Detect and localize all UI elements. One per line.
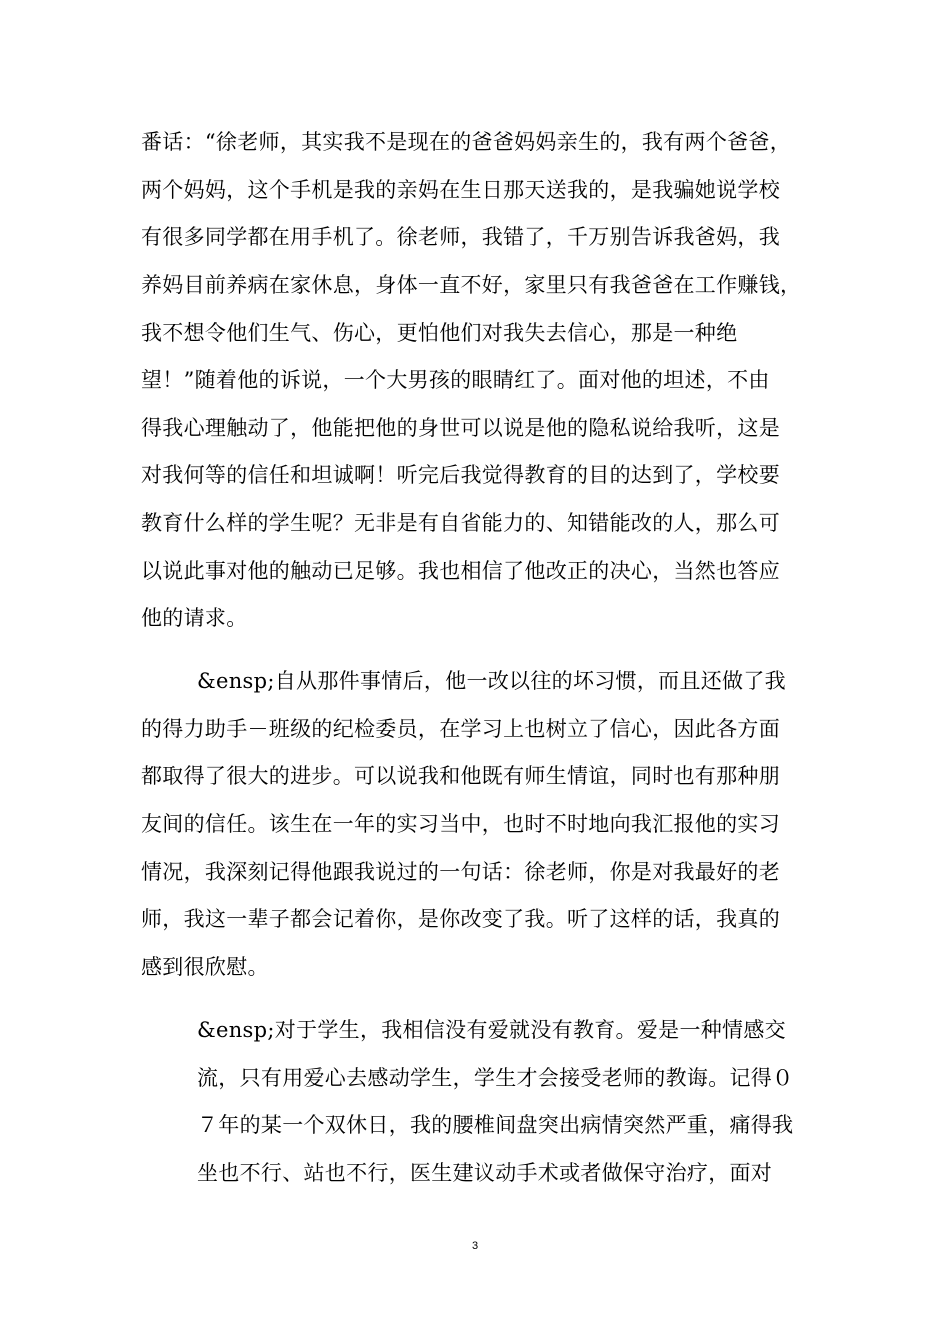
text-line: &ensp;对于学生，我相信没有爱就没有教育。爱是一种情感交 (197, 1018, 786, 1042)
text-line: 番话：“徐老师，其实我不是现在的爸爸妈妈亲生的，我有两个爸爸， (141, 130, 792, 154)
text-line: 感到很欣慰。 (141, 955, 269, 979)
text-line: 的得力助手－班级的纪检委员，在学习上也树立了信心，因此各方面 (141, 717, 780, 741)
text-line: 坐也不行、站也不行，医生建议动手术或者做保守治疗，面对 (197, 1161, 773, 1185)
text-line: 情况，我深刻记得他跟我说过的一句话：徐老师，你是对我最好的老 (141, 860, 780, 884)
text-line: 得我心理触动了，他能把他的身世可以说是他的隐私说给我听，这是 (141, 416, 780, 440)
text-line: 我不想令他们生气、伤心，更怕他们对我失去信心，那是一种绝 (141, 321, 738, 345)
text-line: 教育什么样的学生呢？无非是有自省能力的、知错能改的人，那么可 (141, 511, 780, 535)
text-line: 有很多同学都在用手机了。徐老师，我错了，千万别告诉我爸妈，我 (141, 225, 780, 249)
text-line: 流，只有用爱心去感动学生，学生才会接受老师的教诲。记得０ (197, 1066, 794, 1090)
text-line: 两个妈妈，这个手机是我的亲妈在生日那天送我的，是我骗她说学校 (141, 178, 780, 202)
text-line: 都取得了很大的进步。可以说我和他既有师生情谊，同时也有那种朋 (141, 764, 780, 788)
text-line: 友间的信任。该生在一年的实习当中，也时不时地向我汇报他的实习 (141, 812, 780, 836)
page-number: 3 (471, 1240, 479, 1252)
text-line: ７年的某一个双休日，我的腰椎间盘突出病情突然严重，痛得我 (197, 1113, 794, 1137)
text-line: &ensp;自从那件事情后，他一改以往的坏习惯，而且还做了我 (197, 669, 786, 693)
text-line: 对我何等的信任和坦诚啊！听完后我觉得教育的目的达到了，学校要 (141, 463, 780, 487)
text-line: 以说此事对他的触动已足够。我也相信了他改正的决心，当然也答应 (141, 559, 780, 583)
text-line: 养妈目前养病在家休息，身体一直不好，家里只有我爸爸在工作赚钱， (141, 273, 802, 297)
text-line: 他的请求。 (141, 606, 248, 630)
text-line: 师，我这一辈子都会记着你，是你改变了我。听了这样的话，我真的 (141, 907, 780, 931)
text-line: 望！”随着他的诉说，一个大男孩的眼睛红了。面对他的坦述，不由 (141, 368, 770, 392)
